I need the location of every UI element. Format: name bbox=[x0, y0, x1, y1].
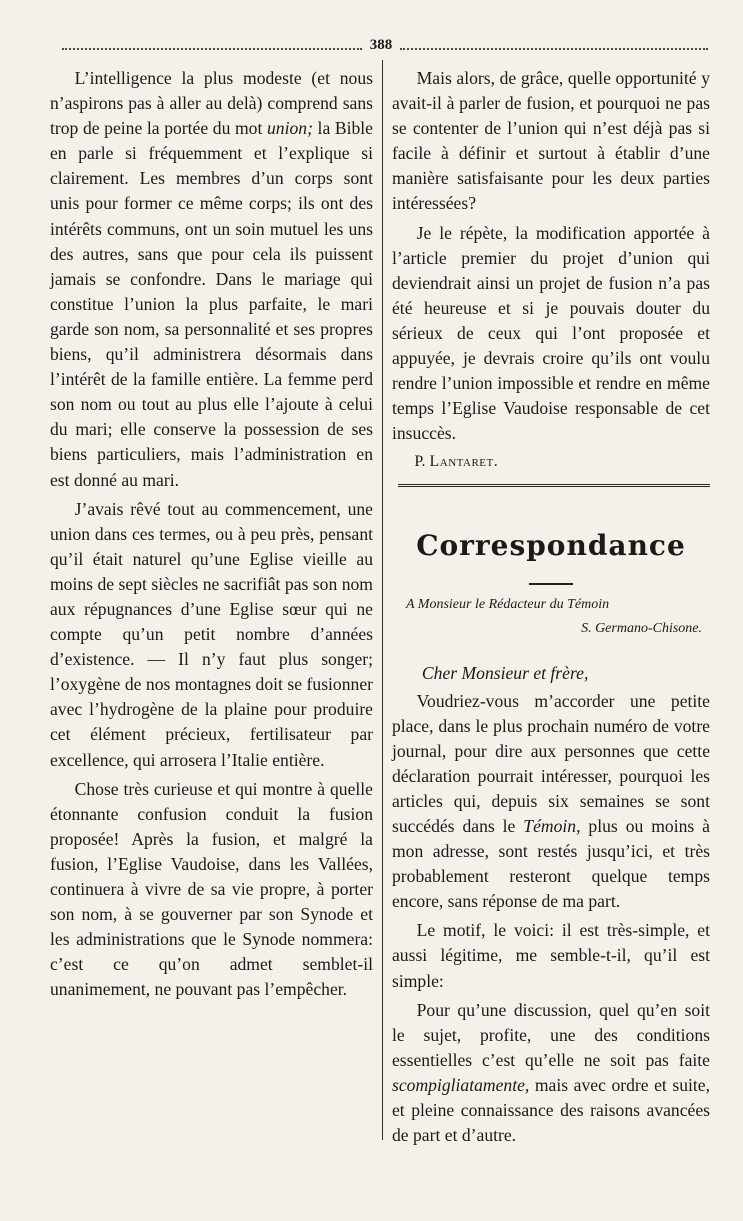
letter-paragraph-1-text-b: plus ou moins à mon adresse, sont restés jusqu’ici, et très probablement resteront quelque temps encore, sans réponse de ma part. bbox=[392, 815, 710, 912]
letter-paragraph-2 bbox=[392, 918, 710, 993]
letter-paragraph-1-text-a: Voudriez-vous m’accorder une petite place, dans le plus prochain numéro de votre journal, pour dire aux personnes que cette déclaration pourrait intéresser, pourquoi les articles qui, depuis six semaines se sont succédés dans le bbox=[392, 690, 710, 836]
letter-paragraph-2-text: Le motif, le voici: il est très-simple, et aussi légitime, me semble-t-il, qu’il est simple: bbox=[392, 920, 710, 991]
letter-paragraph-3-text-a: Pour qu’une discussion, quel qu’en soit le sujet, profite, une des conditions essentielles c’est qu’elle ne soit pas faite bbox=[392, 999, 710, 1070]
section-title: Correspondance bbox=[416, 529, 686, 563]
letter-paragraph-1-emphasis: Témoin, bbox=[523, 815, 581, 836]
left-paragraph-1-emphasis: union; bbox=[267, 118, 313, 139]
left-paragraph-3: Chose très curieuse et qui montre à quelle étonnante confusion conduit la fusion proposée! Après la fusion, et malgré la fusion, l’Eglise Vaudoise, dans les Vallées, continuera à vivre de sa vie propre, à porter son nom, à se gouverner par son Synode et les administrations que le Synode nommera: c’est ce qu’on admet semblet-il unanimement, ne pouvant pas l’empêcher. bbox=[50, 778, 373, 1000]
left-paragraph-1 bbox=[50, 66, 373, 493]
right-paragraph-2: Je le répète, la modification apportée à l’article premier du projet d’union qui deviendrait ainsi un projet de fusion n’a pas été heureuse et si je pouvais douter du sérieux de ceux qui l’ont proposée et appuyée, je devrais croire qu’ils ont voulu rendre l’union impossible et rendre en même temps l’Eglise Vaudoise responsable de cet insuccès. bbox=[392, 222, 710, 444]
right-column bbox=[392, 66, 710, 1148]
right-paragraph-1: Mais alors, de grâce, quelle opportunité y avait-il à parler de fusion, et pourquoi ne pas se contenter de l’union qui n’est déjà pas si facile à définir et surtout à établir d’une manière satisfaisante pour les deux parties intéressées? bbox=[392, 68, 710, 214]
section-separator-rule bbox=[398, 484, 710, 487]
letter-paragraph-3 bbox=[392, 998, 710, 1149]
letter-paragraph-1 bbox=[392, 689, 710, 915]
left-column bbox=[50, 66, 373, 1002]
column-divider bbox=[382, 60, 383, 1140]
letter-paragraph-3-text-b: mais avec ordre et suite, et pleine connaissance des raisons avancées de part et d’autre. bbox=[392, 1074, 710, 1146]
header-rule-left bbox=[62, 48, 362, 50]
signature-initial: P. bbox=[414, 453, 426, 471]
letter-paragraph-3-emphasis: scompigliatamente, bbox=[392, 1074, 530, 1095]
address-line-1: A Monsieur le Rédacteur du Témoin bbox=[406, 597, 610, 613]
address-line-2: S. Germano-Chisone. bbox=[581, 621, 702, 637]
left-paragraph-2: J’avais rêvé tout au commencement, une union dans ces termes, ou à peu près, pensant qu’il était naturel qu’une Eglise vieille au moins de sept siècles ne sacrifiât pas son nom aux répugnances d’une Eglise sœur qui ne compte qu’un petit nombre d’années d’existence. — Il n’y faut plus songer; l’oxygène de nos montagnes doit se fusionner avec l’hydrogène de la plaine pour produire cet élément précieux, fertilisateur par excellence, qui arrosera l’Italie entière. bbox=[50, 498, 373, 770]
header-rule-right bbox=[400, 48, 708, 50]
left-paragraph-1-text-b: la Bible en parle si fréquemment et l’explique si clairement. Les membres d’un corps sont unis pour former ce même corps; ils ont des intérêts communs, ont un soin mutuel les uns des autres, sans que pour cela ils puissent jamais se confondre. Dans le mariage qui constitue l’union la plus parfaite, le mari garde son nom, sa personnalité et ses propres biens, qu’il administrera désormais dans l’intérêt de la famille entière. La femme perd son nom ou tout au plus elle l’ajoute à celui du mari; elle conserve la possession de ses biens particuliers, mais l’administration en est donné au mari. bbox=[50, 118, 373, 490]
signature-name: Lantaret. bbox=[429, 453, 499, 471]
letter-salutation: Cher Monsieur et frère, bbox=[421, 663, 589, 684]
title-dash bbox=[529, 583, 573, 585]
article-signature bbox=[392, 450, 710, 474]
left-paragraph-1-text-a: L’intelligence la plus modeste (et nous n’aspirons pas à aller au delà) comprend sans trop de peine la portée du mot bbox=[50, 68, 373, 139]
page-number: 388 bbox=[369, 37, 393, 53]
